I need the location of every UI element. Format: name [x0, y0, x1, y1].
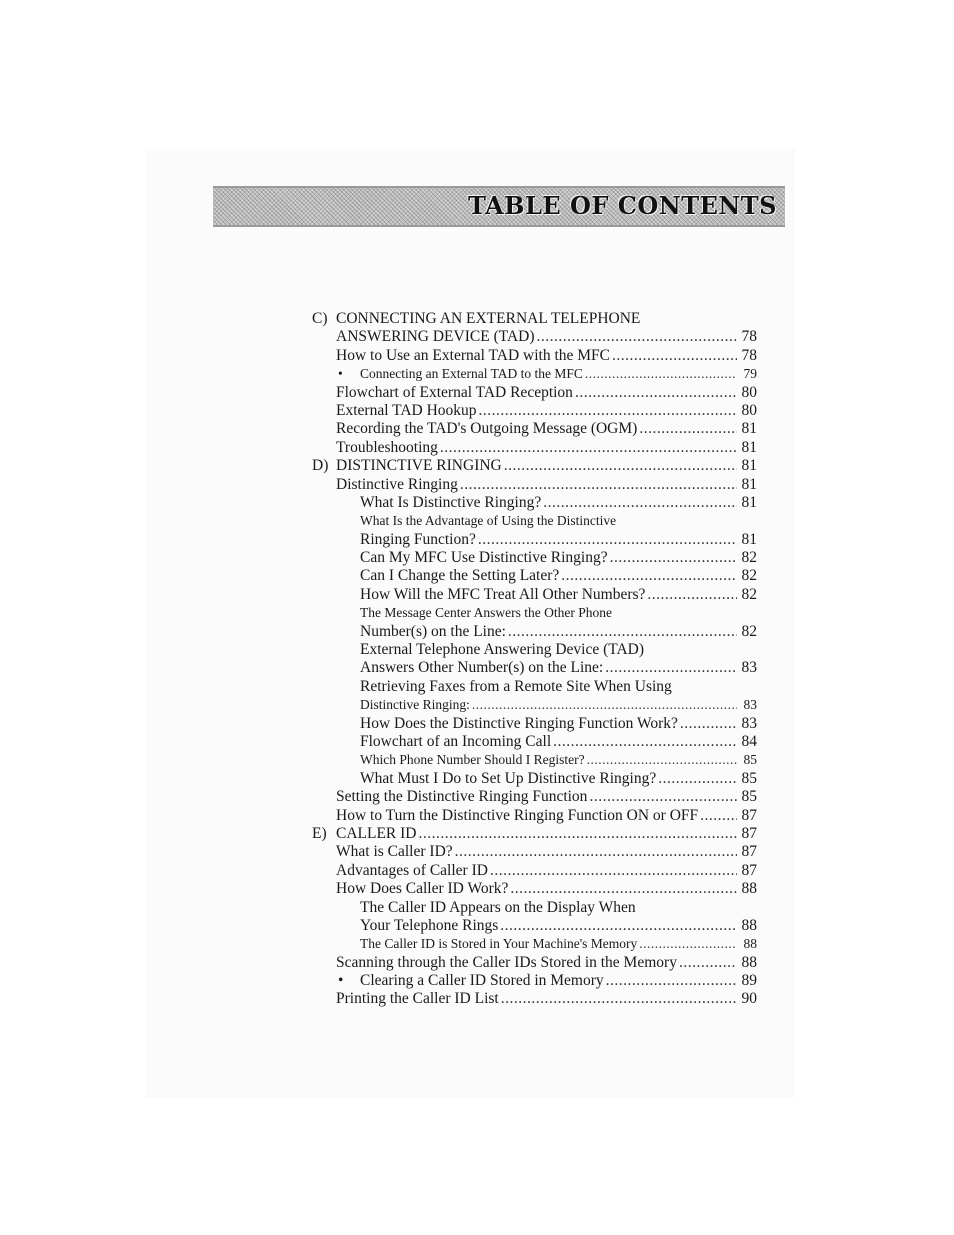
- toc-entry: [312, 512, 757, 530]
- toc-page-number: 85: [743, 752, 757, 768]
- toc-entry: [312, 807, 757, 825]
- dot-leader: [658, 770, 737, 788]
- dot-leader: [605, 659, 737, 677]
- toc-entry: [312, 328, 757, 346]
- toc-entry: [312, 917, 757, 935]
- dot-leader: [612, 347, 737, 365]
- toc-entry-title: What Must I Do to Set Up Distinctive Ringing?: [360, 769, 657, 787]
- toc-entry-title: How Does Caller ID Work?: [336, 880, 509, 898]
- toc-page-number: 90: [741, 990, 757, 1008]
- toc-entry: [312, 678, 757, 696]
- toc-entry-title: What Is Distinctive Ringing?: [360, 493, 542, 511]
- toc-entry: [312, 310, 757, 328]
- toc-entry-title: Answers Other Number(s) on the Line:: [360, 659, 604, 677]
- dot-leader: [500, 917, 737, 935]
- dot-leader: [587, 751, 737, 769]
- toc-entry-title: Flowchart of an Incoming Call: [360, 732, 552, 750]
- toc-entry: [312, 365, 757, 383]
- toc-entry: [312, 825, 757, 843]
- toc-page-number: 83: [741, 714, 757, 732]
- dot-leader: [639, 420, 737, 438]
- toc-entry-title: Can My MFC Use Distinctive Ringing?: [360, 549, 608, 567]
- toc-entry-title: The Caller ID Appears on the Display When: [360, 898, 636, 916]
- toc-entry-title: ANSWERING DEVICE (TAD): [336, 328, 535, 346]
- toc-entry: [312, 549, 757, 567]
- toc-page-number: 81: [741, 493, 757, 511]
- toc-entry: [312, 954, 757, 972]
- dot-leader: [647, 586, 737, 604]
- toc-page-number: 82: [741, 622, 757, 640]
- toc-entry-title: Scanning through the Caller IDs Stored in the Memory: [336, 953, 677, 971]
- toc-entry: [312, 641, 757, 659]
- toc-entry-title: Retrieving Faxes from a Remote Site When Using: [360, 677, 672, 695]
- toc-entry: [312, 457, 757, 475]
- toc-entry: [312, 384, 757, 402]
- toc-entry-title: Connecting an External TAD to the MFC: [360, 366, 583, 382]
- toc-entry: [312, 696, 757, 714]
- toc-page-number: 87: [741, 843, 757, 861]
- toc-page-number: 78: [741, 328, 757, 346]
- toc-entry-title: How Will the MFC Treat All Other Numbers?: [360, 585, 646, 603]
- toc-entry-title: The Message Center Answers the Other Phone: [360, 605, 612, 621]
- toc-entry: [312, 733, 757, 751]
- toc-page-number: 87: [741, 806, 757, 824]
- toc-page-number: 81: [741, 438, 757, 456]
- dot-leader: [585, 365, 737, 383]
- toc-page-number: 87: [741, 861, 757, 879]
- toc-entry: [312, 659, 757, 677]
- toc-entry-title: Printing the Caller ID List: [336, 990, 499, 1008]
- dot-leader: [460, 476, 737, 494]
- toc-entry-title: External TAD Hookup: [336, 401, 477, 419]
- bullet-icon: •: [338, 972, 344, 990]
- section-marker: D): [312, 457, 329, 475]
- toc-page-number: 82: [741, 549, 757, 567]
- toc-page-number: 81: [741, 530, 757, 548]
- toc-entry: [312, 439, 757, 457]
- page-title: TABLE OF CONTENTS: [467, 191, 777, 220]
- toc-page-number: 85: [741, 769, 757, 787]
- toc-entry: [312, 935, 757, 953]
- toc-entry-title: How to Use an External TAD with the MFC: [336, 346, 610, 364]
- toc-page-number: 89: [741, 972, 757, 990]
- toc-entry-title: Number(s) on the Line:: [360, 622, 506, 640]
- toc-page-number: 83: [741, 659, 757, 677]
- toc-entry-title: Clearing a Caller ID Stored in Memory: [360, 972, 604, 990]
- toc-entry-title: Distinctive Ringing: [336, 475, 458, 493]
- dot-leader: [543, 494, 737, 512]
- toc-entry-title: Troubleshooting: [336, 438, 438, 456]
- dot-leader: [508, 623, 737, 641]
- toc-page-number: 85: [741, 788, 757, 806]
- toc-page-number: 80: [741, 401, 757, 419]
- toc-page-number: 80: [741, 383, 757, 401]
- dot-leader: [478, 531, 737, 549]
- toc-banner: [213, 186, 785, 227]
- toc-entry: [312, 770, 757, 788]
- toc-entry-title: Flowchart of External TAD Reception: [336, 383, 573, 401]
- toc-entry-title: Setting the Distinctive Ringing Function: [336, 788, 588, 806]
- toc-entry: [312, 899, 757, 917]
- toc-page-number: 84: [741, 732, 757, 750]
- toc-list: [312, 310, 757, 1009]
- bullet-icon: •: [338, 366, 343, 382]
- toc-entry-title: What is Caller ID?: [336, 843, 453, 861]
- toc-entry: [312, 623, 757, 641]
- dot-leader: [561, 567, 737, 585]
- toc-entry-title: What Is the Advantage of Using the Distinctive: [360, 513, 617, 529]
- toc-page-number: 82: [741, 585, 757, 603]
- toc-entry: [312, 402, 757, 420]
- section-marker: E): [312, 824, 327, 842]
- toc-entry-title: Distinctive Ringing:: [360, 697, 470, 713]
- toc-entry-title: Which Phone Number Should I Register?: [360, 752, 585, 768]
- toc-entry-title: Can I Change the Setting Later?: [360, 567, 560, 585]
- toc-entry: [312, 586, 757, 604]
- toc-entry: [312, 531, 757, 549]
- toc-entry: [312, 347, 757, 365]
- toc-entry-title: The Caller ID is Stored in Your Machine's Memory: [360, 936, 638, 952]
- toc-entry-title: CONNECTING AN EXTERNAL TELEPHONE: [336, 310, 641, 327]
- toc-entry: [312, 972, 757, 990]
- dot-leader: [610, 549, 737, 567]
- toc-page-number: 79: [743, 366, 757, 382]
- toc-entry: [312, 715, 757, 733]
- toc-entry: [312, 604, 757, 622]
- dot-leader: [440, 439, 737, 457]
- toc-entry-title: Your Telephone Rings: [360, 916, 499, 934]
- toc-entry-title: Ringing Function?: [360, 530, 476, 548]
- dot-leader: [419, 825, 737, 843]
- toc-page-number: 81: [741, 475, 757, 493]
- dot-leader: [490, 862, 737, 880]
- toc-entry: [312, 862, 757, 880]
- toc-entry-title: Recording the TAD's Outgoing Message (OGM): [336, 420, 638, 438]
- toc-page-number: 81: [741, 420, 757, 438]
- toc-entry: [312, 476, 757, 494]
- toc-entry: [312, 843, 757, 861]
- toc-entry: [312, 880, 757, 898]
- dot-leader: [700, 807, 737, 825]
- dot-leader: [680, 715, 737, 733]
- toc-entry-title: Advantages of Caller ID: [336, 861, 488, 879]
- toc-entry-title: CALLER ID: [336, 824, 417, 842]
- toc-page-number: 88: [743, 936, 757, 952]
- dot-leader: [537, 328, 737, 346]
- dot-leader: [639, 935, 737, 953]
- toc-entry-title: How to Turn the Distinctive Ringing Function ON or OFF: [336, 806, 699, 824]
- toc-page-number: 87: [741, 824, 757, 842]
- toc-entry: [312, 567, 757, 585]
- dot-leader: [589, 788, 737, 806]
- toc-entry: [312, 990, 757, 1008]
- dot-leader: [479, 402, 737, 420]
- toc-page-number: 83: [743, 697, 757, 713]
- dot-leader: [510, 880, 737, 898]
- toc-entry-title: External Telephone Answering Device (TAD): [360, 641, 645, 659]
- toc-entry: [312, 751, 757, 769]
- dot-leader: [606, 972, 737, 990]
- toc-entry-title: DISTINCTIVE RINGING: [336, 457, 502, 475]
- dot-leader: [679, 954, 737, 972]
- toc-entry: [312, 420, 757, 438]
- toc-page-number: 88: [741, 953, 757, 971]
- dot-leader: [501, 990, 737, 1008]
- toc-entry-title: How Does the Distinctive Ringing Function Work?: [360, 714, 678, 732]
- dot-leader: [575, 384, 737, 402]
- toc-page-number: 82: [741, 567, 757, 585]
- dot-leader: [472, 696, 737, 714]
- dot-leader: [504, 457, 737, 475]
- section-marker: C): [312, 310, 328, 327]
- toc-entry: [312, 494, 757, 512]
- toc-page-number: 81: [741, 457, 757, 475]
- toc-page-number: 88: [741, 916, 757, 934]
- dot-leader: [553, 733, 737, 751]
- dot-leader: [455, 843, 737, 861]
- toc-entry: [312, 788, 757, 806]
- toc-page-number: 78: [741, 346, 757, 364]
- toc-page-number: 88: [741, 880, 757, 898]
